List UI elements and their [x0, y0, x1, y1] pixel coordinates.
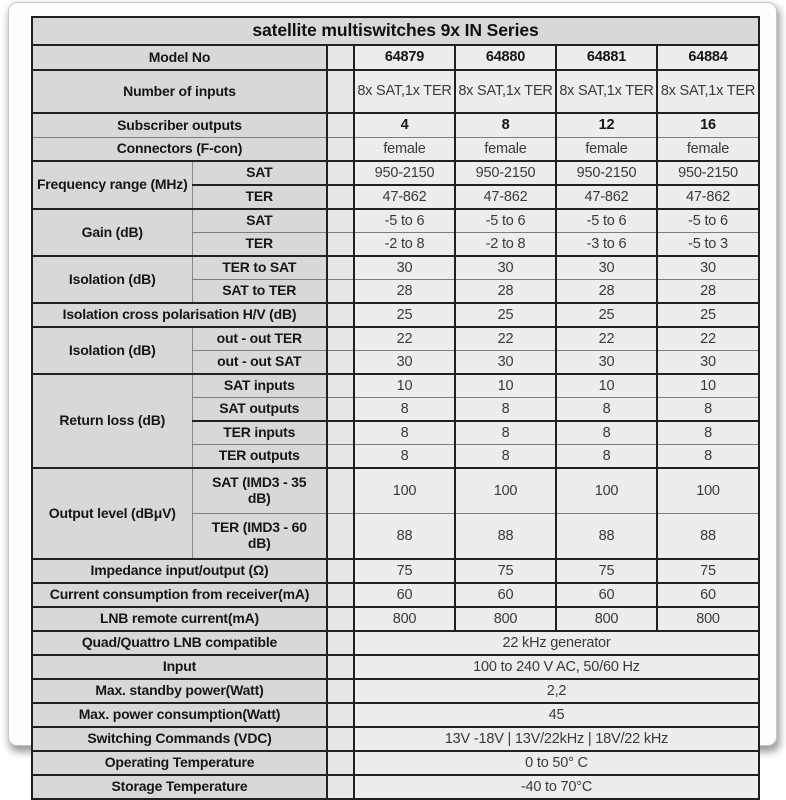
spec-sublabel: TER to SAT [192, 256, 327, 280]
spec-sublabel: TER outputs [192, 445, 327, 469]
spec-value: 30 [354, 351, 455, 375]
row-impedance [32, 559, 759, 583]
row-number-of-inputs [32, 70, 759, 113]
spec-value: 8 [354, 398, 455, 422]
spec-label: Isolation cross polarisation H/V (dB) [32, 303, 327, 327]
spacer-cell [327, 583, 354, 607]
row-isolation-ter-to-sat [32, 256, 759, 280]
spacer-cell [327, 209, 354, 233]
spec-value-merged: 2,2 [354, 679, 759, 703]
row-operating-temperature [32, 751, 759, 775]
spacer-cell [327, 374, 354, 398]
spec-value-merged: 0 to 50° C [354, 751, 759, 775]
spec-value: -5 to 3 [657, 233, 759, 257]
spec-value: 8 [556, 445, 657, 469]
row-storage-temperature [32, 775, 759, 799]
spec-value: 22 [556, 327, 657, 351]
spec-value: -3 to 6 [556, 233, 657, 257]
spec-sublabel: SAT (IMD3 - 35 dB) [192, 468, 327, 514]
spacer-cell [327, 421, 354, 445]
spec-value: 8x SAT,1x TER [556, 70, 657, 113]
spec-value: 28 [455, 280, 556, 304]
spec-value: 47-862 [657, 185, 759, 209]
spec-value: 22 [455, 327, 556, 351]
spec-value: 28 [354, 280, 455, 304]
spec-sheet-card [8, 2, 777, 795]
spec-label: Impedance input/output (Ω) [32, 559, 327, 583]
spec-value: 16 [657, 113, 759, 138]
spec-value: female [354, 138, 455, 162]
spec-value: 30 [455, 351, 556, 375]
spec-value: 22 [657, 327, 759, 351]
spec-value: 8 [556, 398, 657, 422]
spec-value: 8x SAT,1x TER [354, 70, 455, 113]
spec-value: 28 [657, 280, 759, 304]
spec-value: 60 [354, 583, 455, 607]
spacer-cell [327, 514, 354, 560]
spec-sublabel: SAT to TER [192, 280, 327, 304]
spacer-cell [327, 138, 354, 162]
row-subscriber-outputs [32, 113, 759, 138]
spec-sublabel: out - out SAT [192, 351, 327, 375]
spec-value: 22 [354, 327, 455, 351]
spec-label: Max. power consumption(Watt) [32, 703, 327, 727]
spacer-cell [327, 303, 354, 327]
spec-value: 100 [455, 468, 556, 514]
spec-value: 100 [556, 468, 657, 514]
model-number: 64881 [556, 45, 657, 70]
spec-value: 8 [455, 445, 556, 469]
spec-value: 800 [455, 607, 556, 631]
spec-value: 8x SAT,1x TER [455, 70, 556, 113]
spec-label: Current consumption from receiver(mA) [32, 583, 327, 607]
spacer-cell [327, 185, 354, 209]
spec-value: 800 [556, 607, 657, 631]
spec-value: 30 [455, 256, 556, 280]
spec-value: 100 [657, 468, 759, 514]
spec-value: 8 [657, 421, 759, 445]
title-row [32, 17, 759, 45]
spec-value: 8 [354, 421, 455, 445]
spec-value: 8x SAT,1x TER [657, 70, 759, 113]
spacer-cell [327, 655, 354, 679]
spec-sublabel: SAT outputs [192, 398, 327, 422]
spec-table [31, 16, 760, 800]
spec-group-label: Isolation (dB) [32, 256, 192, 303]
spec-label: Switching Commands (VDC) [32, 727, 327, 751]
spec-value: 950-2150 [354, 161, 455, 185]
row-gain-sat [32, 209, 759, 233]
spec-value: 47-862 [354, 185, 455, 209]
spec-value: 75 [455, 559, 556, 583]
spec-label: Storage Temperature [32, 775, 327, 799]
spec-value: 60 [657, 583, 759, 607]
spec-label: Model No [32, 45, 327, 70]
spec-group-label: Output level (dBμV) [32, 468, 192, 559]
spec-value: -5 to 6 [657, 209, 759, 233]
spec-value: 25 [657, 303, 759, 327]
spec-value: -2 to 8 [354, 233, 455, 257]
spacer-cell [327, 679, 354, 703]
spec-sublabel: TER [192, 185, 327, 209]
spec-value: 12 [556, 113, 657, 138]
spec-value: -5 to 6 [354, 209, 455, 233]
spec-sublabel: SAT [192, 209, 327, 233]
spacer-cell [327, 468, 354, 514]
row-output-level-sat [32, 468, 759, 514]
model-number: 64879 [354, 45, 455, 70]
spacer-cell [327, 280, 354, 304]
spec-value: 950-2150 [556, 161, 657, 185]
spacer-cell [327, 775, 354, 799]
spec-value: -5 to 6 [455, 209, 556, 233]
spec-value: 10 [556, 374, 657, 398]
spec-sublabel: TER inputs [192, 421, 327, 445]
spacer-cell [327, 45, 354, 70]
row-connectors [32, 138, 759, 162]
spec-label: Max. standby power(Watt) [32, 679, 327, 703]
row-model-no [32, 45, 759, 70]
spec-value: 30 [657, 256, 759, 280]
spec-value: 8 [455, 398, 556, 422]
row-power-consumption [32, 703, 759, 727]
spec-value: 8 [556, 421, 657, 445]
row-switching-commands [32, 727, 759, 751]
spec-value: 8 [455, 421, 556, 445]
spec-value: 75 [556, 559, 657, 583]
spec-value-merged: 22 kHz generator [354, 631, 759, 655]
spacer-cell [327, 398, 354, 422]
spacer-cell [327, 351, 354, 375]
spacer-cell [327, 161, 354, 185]
spacer-cell [327, 113, 354, 138]
row-return-loss-sat-inputs [32, 374, 759, 398]
spec-sublabel: out - out TER [192, 327, 327, 351]
spec-sublabel: SAT inputs [192, 374, 327, 398]
row-quad-quattro [32, 631, 759, 655]
spec-label: LNB remote current(mA) [32, 607, 327, 631]
spec-value: 950-2150 [657, 161, 759, 185]
spec-value: 8 [657, 398, 759, 422]
row-frequency-sat [32, 161, 759, 185]
spec-label: Operating Temperature [32, 751, 327, 775]
row-input-power [32, 655, 759, 679]
spec-value: 800 [354, 607, 455, 631]
spec-value: 8 [455, 113, 556, 138]
spec-value: 88 [657, 514, 759, 560]
spacer-cell [327, 631, 354, 655]
spec-group-label: Frequency range (MHz) [32, 161, 192, 209]
spec-label: Input [32, 655, 327, 679]
spec-value: 75 [657, 559, 759, 583]
spacer-cell [327, 559, 354, 583]
spacer-cell [327, 233, 354, 257]
spec-value: 8 [657, 445, 759, 469]
row-standby-power [32, 679, 759, 703]
spacer-cell [327, 727, 354, 751]
row-current-consumption [32, 583, 759, 607]
spec-value: female [556, 138, 657, 162]
spec-value: 47-862 [455, 185, 556, 209]
spec-value: 10 [657, 374, 759, 398]
spec-value: 60 [455, 583, 556, 607]
spacer-cell [327, 256, 354, 280]
spec-value: 100 [354, 468, 455, 514]
spec-value: 950-2150 [455, 161, 556, 185]
spec-value: -5 to 6 [556, 209, 657, 233]
spec-value: 30 [556, 351, 657, 375]
spec-value: 88 [455, 514, 556, 560]
row-lnb-current [32, 607, 759, 631]
spacer-cell [327, 607, 354, 631]
spec-value: 47-862 [556, 185, 657, 209]
spec-value: 8 [354, 445, 455, 469]
spec-sublabel: TER (IMD3 - 60 dB) [192, 514, 327, 560]
spec-value: 4 [354, 113, 455, 138]
spec-value: 25 [455, 303, 556, 327]
spec-value-merged: 13V -18V | 13V/22kHz | 18V/22 kHz [354, 727, 759, 751]
spec-value: 88 [354, 514, 455, 560]
spacer-cell [327, 327, 354, 351]
spec-value: 30 [354, 256, 455, 280]
spec-group-label: Gain (dB) [32, 209, 192, 256]
model-number: 64884 [657, 45, 759, 70]
spec-value: 30 [657, 351, 759, 375]
row-isolation-cross [32, 303, 759, 327]
spacer-cell [327, 703, 354, 727]
spec-value-merged: 45 [354, 703, 759, 727]
spec-value: female [657, 138, 759, 162]
spec-sublabel: SAT [192, 161, 327, 185]
spec-group-label: Return loss (dB) [32, 374, 192, 468]
spec-value-merged: -40 to 70°C [354, 775, 759, 799]
spec-label: Number of inputs [32, 70, 327, 113]
row-isolation-out-ter [32, 327, 759, 351]
spec-value: 10 [455, 374, 556, 398]
spec-value: 25 [556, 303, 657, 327]
spec-value: 28 [556, 280, 657, 304]
spec-group-label: Isolation (dB) [32, 327, 192, 374]
spec-value-merged: 100 to 240 V AC, 50/60 Hz [354, 655, 759, 679]
spec-value: 10 [354, 374, 455, 398]
spec-label: Connectors (F-con) [32, 138, 327, 162]
spacer-cell [327, 445, 354, 469]
spec-value: 88 [556, 514, 657, 560]
table-title: satellite multiswitches 9x IN Series [32, 17, 759, 45]
spacer-cell [327, 751, 354, 775]
spec-value: -2 to 8 [455, 233, 556, 257]
spec-label: Subscriber outputs [32, 113, 327, 138]
spec-value: 60 [556, 583, 657, 607]
spec-value: 75 [354, 559, 455, 583]
spec-value: female [455, 138, 556, 162]
spec-value: 25 [354, 303, 455, 327]
model-number: 64880 [455, 45, 556, 70]
spec-value: 800 [657, 607, 759, 631]
spec-value: 30 [556, 256, 657, 280]
spacer-cell [327, 70, 354, 113]
spec-label: Quad/Quattro LNB compatible [32, 631, 327, 655]
spec-sublabel: TER [192, 233, 327, 257]
